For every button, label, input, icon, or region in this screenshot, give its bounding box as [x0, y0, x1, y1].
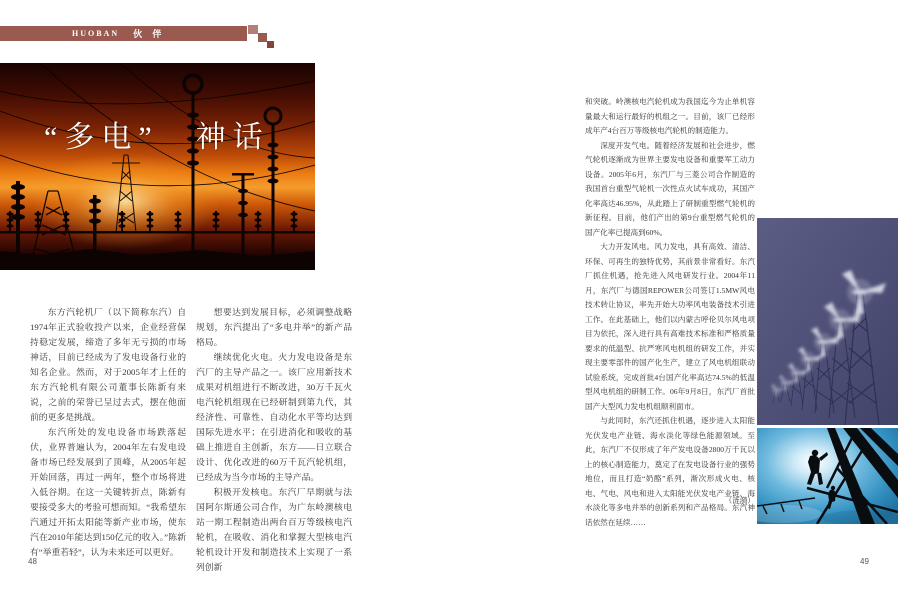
page-number-left: 48 — [28, 557, 37, 566]
decor-square — [258, 33, 267, 42]
wind-turbines-photo — [757, 218, 898, 425]
text-column-2 — [196, 305, 352, 575]
paragraph: 与此同时，东汽还抓住机遇，逐步进入太阳能光伏发电产业链、海水淡化等绿色能源领域。至此，东汽厂不仅形成了年产发电设备2800万千瓦以上的核心制造能力，奠定了在发电设备行业的强势地位，而且打造“奶酪”系列，渐次形成火电、核电、气电、风电和进入太阳能光伏发电产业链、海水淡化等多电并举的创新系列和产品格局。东汽神话依然在延续…… — [585, 416, 755, 527]
article-title: “多电” 神话 — [44, 121, 270, 154]
paragraph: 想要达到发展目标，必须调整战略规划，东汽提出了“多电并举”的新产品格局。 — [196, 307, 352, 347]
paragraph: 大力开发风电。风力发电，具有高效、清洁、环保、可再生的独特优势，其前景非常看好。东汽厂抓住机遇，抢先进入风电研发行业。2004年11月，东汽厂与德国REPOWER公司签订1.5MW风电技术转让协议，率先开始大功率风电装备技术引进工作。在此基础上，他们以内蒙古呼伦贝尔风电项目为依托，深入进行具有高难技术标准和严格质量要求的低温型、抗严寒风电机组的研发工作，并实现主要零部件的国产化生产，建立了风电机组联动试验系统，完成首批4台国产化率高达74.5%的低温型风电机组的研制工作。06年9月8日，东汽厂首批国产大型风力发电机组顺利面市。 — [585, 242, 755, 411]
text-column-3 — [585, 95, 755, 530]
paragraph: 和突破。岭澳核电汽轮机成为我国迄今为止单机容量最大和运行最好的机组之一。目前，该厂已经形成年产4台百万等级核电汽轮机的制造能力。 — [585, 97, 755, 135]
substation-photo — [0, 63, 315, 270]
section-tag-en: HUOBAN — [72, 29, 120, 38]
byline: （涟漪） — [724, 496, 755, 505]
paragraph: 继续优化火电。火力发电设备是东汽厂的主导产品之一。该厂应用新技术成果对机组进行不断改进，30万千瓦火电汽轮机组现在已经研制到第九代，其经济性、可靠性、自动化水平等均达到国际先进水平；在引进消化和吸收的基础上推进自主创新，东方——日立联合设计、优化改进的60万千瓦汽轮机组，已经成为当今市场的主导产品。 — [196, 352, 352, 482]
decor-square — [248, 25, 258, 34]
paragraph: 东汽所处的发电设备市场跌落起伏，业界普遍认为，2004年左右发电设备市场已经发展到了顶峰，从2005年起开始回落，再过一两年，整个市场将进入低谷期。在这一关键转折点，陈新有要接受多大的考验可想而知。“我希望东汽通过开拓太阳能等新产业市场，使东汽在2010年能达到150亿元的收入。”陈新有“举重若轻”，认为未来还可以更好。 — [30, 427, 186, 557]
paragraph: 深度开发气电。随着经济发展和社会进步，燃气轮机逐渐成为世界主要发电设备和重要军工动力设备。2005年6月，东汽厂与三菱公司合作制造的我国首台重型气轮机一次性点火试车成功，其国产化率高达46.95%，从此踏上了研制重型燃气轮机的新征程。目前，他们产出的第9台重型燃气轮机的国产化率已提高到60%。 — [585, 140, 755, 237]
page-number-right: 49 — [860, 557, 869, 566]
paragraph: 积极开发核电。东汽厂早期就与法国阿尔斯通公司合作，为广东岭澳核电站一期工程制造出两台百万等级核电汽轮机，在吸收、消化和掌握大型核电汽轮机设计开发和制造技术上实现了一系列创新 — [196, 487, 352, 572]
text-column-1 — [30, 305, 186, 560]
decor-square — [267, 41, 274, 48]
paragraph: 东方汽轮机厂（以下简称东汽）自1974年正式验收投产以来，企业经营保持稳定发展，缔造了多年无亏损的市场神话，目前已经成为了发电设备行业的知名企业。然而，对于2005年才上任的东方汽轮机有限公司董事长陈新有来说，之前的荣誉已呈过去式，摆在他面前的更多是挑战。 — [30, 307, 186, 422]
section-tag-cn: 伙 伴 — [133, 29, 166, 39]
tower-worker-photo — [757, 428, 898, 524]
substation-photo-art — [0, 63, 315, 270]
section-header-bar — [0, 26, 247, 41]
wind-turbines-art — [757, 218, 898, 425]
tower-worker-art — [757, 428, 898, 524]
